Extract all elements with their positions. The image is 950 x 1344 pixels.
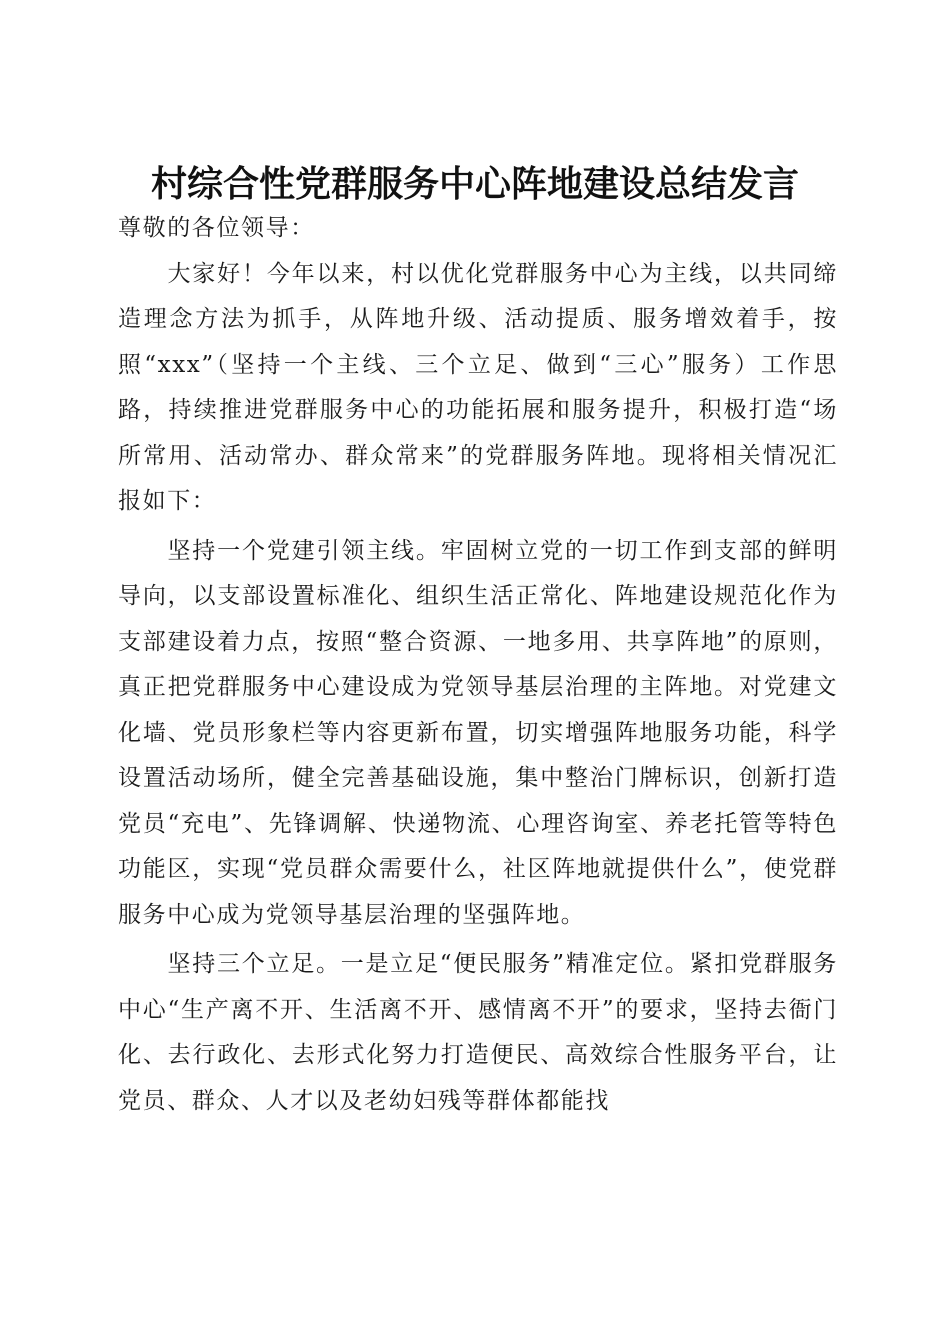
document-body <box>118 206 838 1124</box>
salutation: 尊敬的各位领导： <box>118 215 315 241</box>
paragraph-one-mainline: 坚持一个党建引领主线。牢固树立党的一切工作到支部的鲜明导向，以支部设置标准化、组织生活正常化、阵地建设规范化作为支部建设着力点，按照“整合资源、一地多用、共享阵地”的原则，真正把党群服务中心建设成为党领导基层治理的主阵地。对党建文化墙、党员形象栏等内容更新布置，切实增强阵地服务功能，科学设置活动场所，健全完善基础设施，集中整治门牌标识，创新打造党员“充电”、先锋调解、快递物流、心理咨询室、养老托管等特色功能区，实现“党员群众需要什么，社区阵地就提供什么”，使党群服务中心成为党领导基层治理的坚强阵地。 <box>118 537 838 928</box>
document-title: 村综合性党群服务中心阵地建设总结发言 <box>150 163 799 206</box>
paragraph-three-foundations: 坚持三个立足。一是立足“便民服务”精准定位。紧扣党群服务中心“生产离不开、生活离不开、感情离不开”的要求，坚持去衙门化、去行政化、去形式化努力打造便民、高效综合性服务平台，让党员、群众、人才以及老幼妇残等群体都能找 <box>118 951 838 1114</box>
paragraph-intro: 大家好！今年以来，村以优化党群服务中心为主线，以共同缔造理念方法为抓手，从阵地升级、活动提质、服务增效着手，按照“xxx”（坚持一个主线、三个立足、做到“三心”服务）工作思路，持续推进党群服务中心的功能拓展和服务提升，积极打造“场所常用、活动常办、群众常来”的党群服务阵地。现将相关情况汇报如下： <box>118 260 838 514</box>
